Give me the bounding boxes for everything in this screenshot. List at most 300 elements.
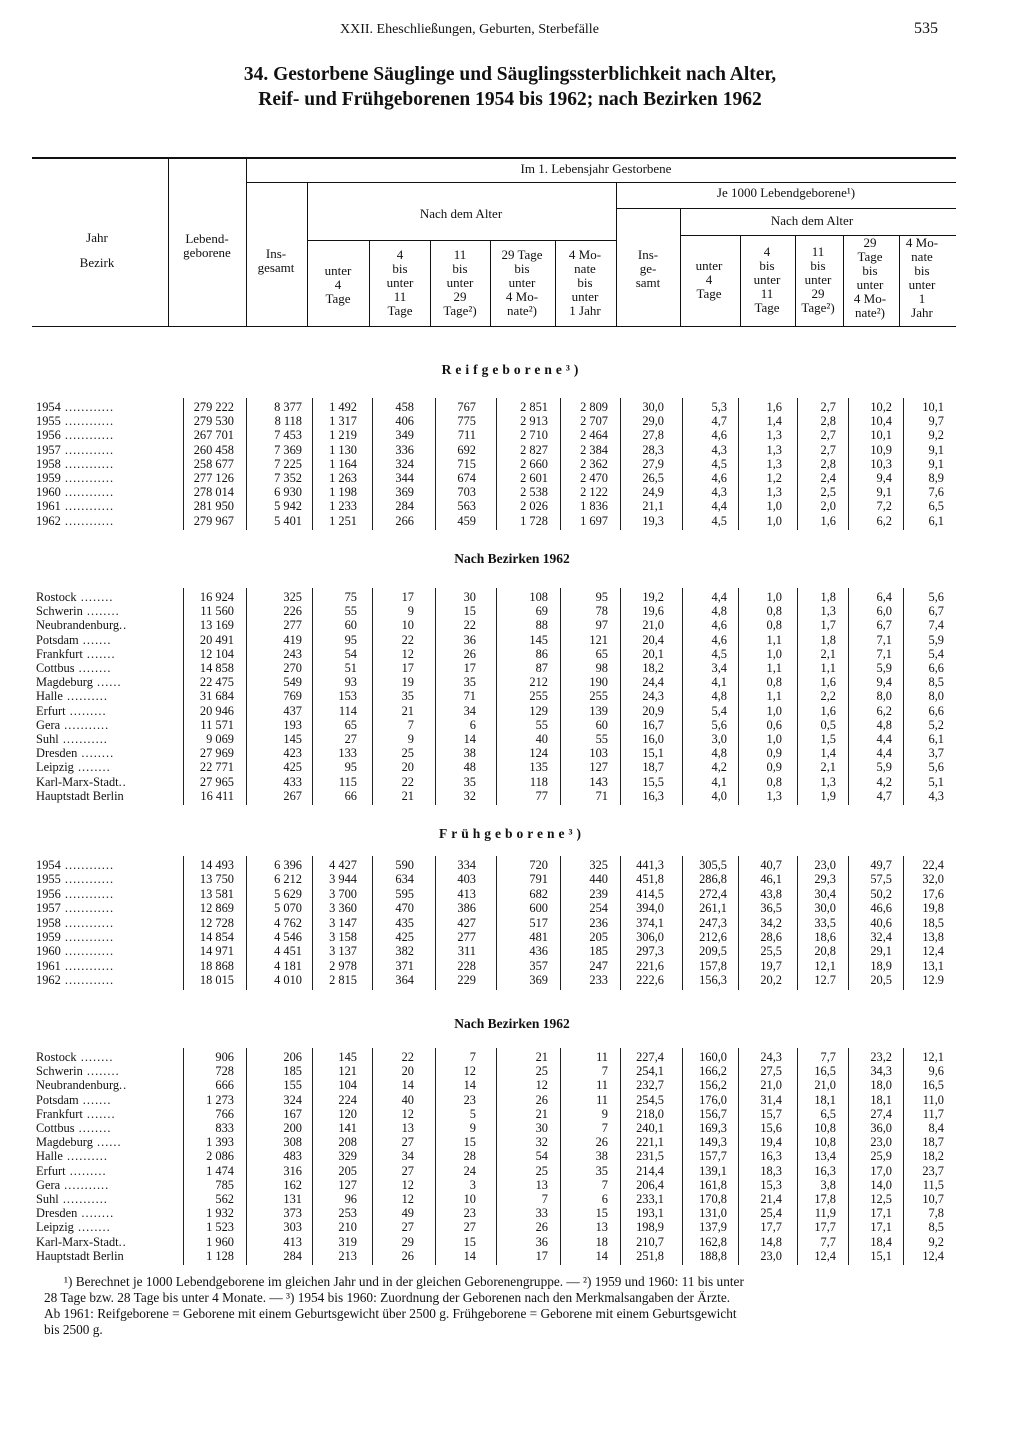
- table-cell: 14,0: [870, 1177, 892, 1192]
- row-label-text: 1959: [36, 930, 61, 944]
- row-label: [36, 973, 114, 987]
- table-cell: 4,0: [711, 788, 727, 803]
- table-cell: 51: [344, 661, 357, 675]
- table-cell: 1,1: [820, 661, 836, 675]
- table-cell: 5,2: [928, 717, 944, 732]
- table-cell: 2,8: [820, 414, 836, 429]
- table-cell: 218,0: [636, 1106, 664, 1121]
- age-column-b-2-label-line: 4: [763, 244, 771, 259]
- table-cell: 55: [344, 604, 357, 619]
- table-cell: 2,8: [820, 456, 836, 471]
- table-cell: 10,1: [870, 428, 892, 443]
- table-cell: 1 251: [329, 513, 357, 528]
- table-cell: 25,4: [760, 1206, 782, 1221]
- table-cell: 19,8: [922, 901, 944, 916]
- table-row: [0, 901, 1024, 915]
- table-row: [0, 872, 1024, 886]
- table-cell: 14 971: [199, 944, 234, 959]
- table-cell: 8,5: [928, 675, 944, 690]
- table-cell: 12,4: [922, 944, 944, 959]
- leader-dots: ........: [74, 1121, 112, 1135]
- row-label: [36, 400, 114, 414]
- table-cell: 247,3: [699, 915, 727, 930]
- table-cell: 1 393: [206, 1135, 234, 1150]
- table-cell: 21,0: [814, 1078, 836, 1093]
- section-title: Nach Bezirken 1962: [454, 551, 570, 566]
- table-cell: 6 212: [274, 872, 302, 887]
- table-cell: 103: [589, 746, 608, 761]
- table-cell: 16,3: [760, 1149, 782, 1164]
- table-cell: 419: [283, 632, 302, 647]
- table-cell: 1,1: [766, 632, 782, 647]
- table-cell: 4,3: [711, 442, 727, 457]
- table-cell: 156,2: [699, 1078, 727, 1093]
- table-cell: 16,3: [642, 788, 664, 803]
- table-cell: 7,4: [928, 618, 944, 633]
- row-label: [36, 1235, 127, 1249]
- table-cell: 7: [469, 1050, 476, 1064]
- row-label-text: 1957: [36, 901, 61, 916]
- table-cell: 1,6: [820, 703, 836, 718]
- leader-dots: ............: [60, 915, 115, 930]
- table-cell: 11,5: [922, 1177, 944, 1192]
- table-cell: 1 198: [329, 485, 357, 500]
- age-column-a-1-label-line: unter: [324, 263, 352, 278]
- header-group-rule: [246, 182, 956, 183]
- age-column-a-5-label-line: nate: [574, 261, 596, 276]
- row-label: [36, 499, 114, 513]
- table-cell: 24,9: [642, 485, 664, 500]
- table-cell: 49,7: [870, 858, 892, 872]
- table-cell: 55: [595, 732, 608, 746]
- table-cell: 233: [589, 973, 608, 988]
- table-cell: 254,1: [636, 1064, 664, 1079]
- table-cell: 267: [283, 788, 302, 803]
- table-cell: 5,6: [928, 760, 944, 775]
- table-row: [0, 604, 1024, 618]
- table-cell: 48: [463, 760, 476, 775]
- table-cell: 20,9: [642, 703, 664, 718]
- table-cell: 27,5: [760, 1064, 782, 1079]
- table-cell: 7: [541, 1192, 548, 1206]
- column-lebendgeborene-label: [169, 232, 245, 260]
- age-column-b-5-label-line: Jahr: [911, 305, 933, 320]
- table-cell: 284: [395, 499, 414, 514]
- row-label-text: 1958: [36, 456, 61, 471]
- table-cell: 1,0: [766, 513, 782, 528]
- table-cell: 22: [401, 1050, 414, 1064]
- table-cell: 10: [401, 618, 414, 633]
- table-cell: 35: [595, 1163, 608, 1178]
- table-cell: 129: [529, 703, 548, 718]
- age-column-b-3-label-line: bis: [810, 258, 826, 273]
- table-cell: 16 924: [199, 590, 234, 604]
- table-cell: 4,2: [711, 760, 727, 775]
- table-cell: 221,6: [636, 958, 664, 973]
- table-cell: 9,1: [876, 485, 892, 500]
- table-cell: 272,4: [699, 886, 727, 901]
- table-cell: 3,8: [820, 1177, 836, 1192]
- table-cell: 9,2: [928, 428, 944, 443]
- leader-dots: ...........: [58, 732, 108, 746]
- header-alter-a-rule: [307, 240, 616, 241]
- leader-dots: ............: [60, 944, 115, 959]
- table-cell: 0,8: [766, 604, 782, 619]
- age-column-b-5-label: [894, 236, 950, 320]
- table-cell: 133: [338, 746, 357, 761]
- age-column-a-1-label-line: Tage: [325, 291, 351, 306]
- table-cell: 26: [463, 646, 476, 661]
- age-column-b-2-label-line: bis: [759, 258, 775, 273]
- table-cell: 9,4: [876, 471, 892, 485]
- table-cell: 227,4: [636, 1050, 664, 1064]
- table-row: [0, 400, 1024, 414]
- row-label: [36, 1121, 111, 1135]
- row-label-text: 1961: [36, 958, 61, 973]
- table-cell: 1,0: [766, 499, 782, 514]
- table-cell: 2 710: [520, 428, 548, 443]
- table-cell: 3 147: [329, 915, 357, 930]
- table-cell: 185: [283, 1064, 302, 1079]
- table-cell: 19: [401, 675, 414, 690]
- table-cell: 9 069: [206, 732, 234, 746]
- table-cell: 23,7: [922, 1163, 944, 1178]
- table-cell: 95: [344, 632, 357, 647]
- header-bottom-rule: [32, 326, 956, 327]
- table-cell: 634: [395, 872, 414, 887]
- section-title: Reifgeborene³): [441, 362, 583, 377]
- table-cell: 139,1: [699, 1163, 727, 1178]
- table-cell: 25: [535, 1064, 548, 1079]
- table-cell: 12: [401, 1177, 414, 1192]
- table-cell: 145: [529, 632, 548, 647]
- table-cell: 18,2: [922, 1149, 944, 1164]
- insgesamt-b-label-line: ge-: [639, 261, 657, 276]
- leader-dots: ............: [60, 858, 115, 872]
- age-column-a-4-label-line: nate²): [507, 303, 537, 318]
- table-cell: 12 104: [199, 646, 234, 661]
- footnote-line: 28 Tage bzw. 28 Tage bis unter 4 Monate. — ³) 1954 bis 1960: Zuordnung der Geborenen nach den Merkmalsangaben der Ärzte.: [44, 1290, 731, 1305]
- table-cell: 5,4: [928, 646, 944, 661]
- row-label-text: 1954: [36, 858, 61, 872]
- table-cell: 12,4: [922, 1248, 944, 1263]
- table-cell: 1,4: [820, 746, 836, 761]
- group-je1000-label: [686, 186, 886, 200]
- row-label: [36, 959, 114, 973]
- table-cell: 2,7: [820, 442, 836, 457]
- table-cell: 21: [401, 788, 414, 803]
- table-cell: 4,7: [711, 414, 727, 429]
- table-cell: 14: [595, 1248, 608, 1263]
- table-cell: 28,6: [760, 930, 782, 944]
- table-cell: 791: [529, 872, 548, 887]
- row-label-text: Hauptstadt Berlin: [36, 1248, 124, 1263]
- row-label: [36, 887, 114, 901]
- table-cell: 3,0: [711, 732, 727, 746]
- table-cell: 212: [529, 675, 548, 690]
- age-column-b-3-label-line: unter: [804, 272, 832, 287]
- table-cell: 3 137: [329, 944, 357, 959]
- table-cell: 1,3: [766, 428, 782, 443]
- row-label: [36, 428, 114, 442]
- table-cell: 66: [344, 788, 357, 803]
- table-cell: 32,0: [922, 872, 944, 887]
- table-cell: 95: [595, 590, 608, 604]
- table-cell: 2 809: [580, 400, 608, 414]
- table-cell: 2 660: [520, 456, 548, 471]
- table-cell: 31 684: [199, 689, 234, 704]
- table-cell: 549: [283, 675, 302, 690]
- table-cell: 15: [595, 1206, 608, 1221]
- row-label-text: Suhl: [36, 732, 59, 746]
- table-cell: 21: [535, 1050, 548, 1064]
- age-column-b-5-label-line: unter: [908, 277, 936, 292]
- table-cell: 229: [457, 973, 476, 988]
- table-cell: 77: [535, 788, 548, 803]
- table-cell: 715: [457, 456, 476, 471]
- table-cell: 12: [463, 1064, 476, 1079]
- table-cell: 18,1: [814, 1092, 836, 1107]
- row-label-text: Cottbus: [36, 661, 75, 675]
- table-cell: 1,3: [766, 442, 782, 457]
- nach-alter-a-label: [391, 207, 531, 221]
- row-label: [36, 775, 127, 789]
- table-cell: 10,8: [814, 1135, 836, 1150]
- table-cell: 10,9: [870, 442, 892, 457]
- table-cell: 17: [401, 590, 414, 604]
- table-cell: 35: [463, 675, 476, 690]
- table-cell: 118: [529, 774, 548, 789]
- table-cell: 4 546: [274, 930, 302, 944]
- table-cell: 437: [283, 703, 302, 718]
- table-cell: 23,2: [870, 1050, 892, 1064]
- table-title: [130, 62, 890, 112]
- row-label: [36, 901, 114, 915]
- table-row: [0, 457, 1024, 471]
- table-cell: 205: [338, 1163, 357, 1178]
- table-cell: 4,8: [711, 746, 727, 761]
- table-cell: 4,6: [711, 428, 727, 443]
- table-cell: 9: [469, 1121, 476, 1135]
- table-cell: 46,1: [760, 872, 782, 887]
- age-column-a-2-label-line: 11: [393, 289, 407, 304]
- table-cell: 14: [463, 1248, 476, 1263]
- table-cell: 21,0: [642, 618, 664, 633]
- table-cell: 87: [535, 661, 548, 675]
- table-cell: 18,9: [870, 958, 892, 973]
- table-cell: 286,8: [699, 872, 727, 887]
- table-cell: 1,3: [766, 456, 782, 471]
- table-cell: 4,3: [711, 485, 727, 500]
- table-cell: 233,1: [636, 1192, 664, 1206]
- row-label: [36, 675, 122, 689]
- table-cell: 13: [401, 1121, 414, 1135]
- table-cell: 595: [395, 886, 414, 901]
- leader-dots: ............: [60, 456, 115, 471]
- leader-dots: ........: [73, 1220, 111, 1235]
- leader-dots: ............: [60, 958, 115, 973]
- table-cell: 27: [401, 1163, 414, 1178]
- age-column-a-2-label-line: unter: [386, 275, 414, 290]
- table-cell: 206,4: [636, 1177, 664, 1192]
- table-cell: 30,0: [642, 400, 664, 414]
- table-cell: 441,3: [636, 858, 664, 872]
- table-cell: 5 401: [274, 513, 302, 528]
- table-cell: 31,4: [760, 1092, 782, 1107]
- row-label: [36, 1149, 108, 1163]
- table-cell: 221,1: [636, 1135, 664, 1150]
- table-cell: 161,8: [699, 1177, 727, 1192]
- table-cell: 198,9: [636, 1220, 664, 1235]
- table-cell: 34: [463, 703, 476, 718]
- table-row: [0, 916, 1024, 930]
- table-cell: 29,3: [814, 872, 836, 887]
- table-cell: 0,5: [820, 717, 836, 732]
- table-cell: 1,0: [766, 646, 782, 661]
- insgesamt-b-label-line: samt: [635, 275, 661, 290]
- row-label: [36, 930, 114, 944]
- header-top-rule: [32, 157, 956, 159]
- table-cell: 21,1: [642, 499, 664, 514]
- table-cell: 13,1: [922, 958, 944, 973]
- table-cell: 2 362: [580, 456, 608, 471]
- table-cell: 38: [595, 1149, 608, 1164]
- table-cell: 7: [601, 1121, 608, 1135]
- table-cell: 14 493: [199, 858, 234, 872]
- table-cell: 458: [395, 400, 414, 414]
- table-cell: 14: [463, 732, 476, 746]
- table-cell: 2,5: [820, 485, 836, 500]
- table-cell: 40,7: [760, 858, 782, 872]
- table-cell: 12,1: [814, 958, 836, 973]
- row-label: [36, 1064, 120, 1078]
- table-cell: 11: [596, 1050, 608, 1064]
- row-label: [36, 1135, 122, 1149]
- table-cell: 308: [283, 1135, 302, 1150]
- table-cell: 766: [215, 1106, 234, 1121]
- group-gestorbene-label-line: Im 1. Lebensjahr Gestorbene: [520, 161, 672, 176]
- table-cell: 27,8: [642, 428, 664, 443]
- age-column-a-5-label-line: unter: [571, 289, 599, 304]
- table-cell: 16,5: [814, 1064, 836, 1079]
- row-label-text: Cottbus: [36, 1121, 75, 1135]
- table-row: [0, 1178, 1024, 1192]
- table-cell: 71: [595, 788, 608, 803]
- table-cell: 3 158: [329, 930, 357, 944]
- table-cell: 1,3: [766, 485, 782, 500]
- table-cell: 10: [463, 1192, 476, 1206]
- table-cell: 240,1: [636, 1121, 664, 1135]
- table-cell: 18,7: [642, 760, 664, 775]
- table-cell: 0,8: [766, 618, 782, 633]
- table-cell: 261,1: [699, 901, 727, 916]
- row-label-text: 1955: [36, 414, 61, 429]
- table-cell: 253: [338, 1206, 357, 1221]
- row-label-text: 1955: [36, 872, 61, 887]
- table-cell: 13 581: [199, 886, 234, 901]
- table-cell: 334: [457, 858, 476, 872]
- row-label-text: 1956: [36, 428, 61, 443]
- age-column-b-2-label-line: 11: [760, 286, 774, 301]
- row-label: [36, 732, 108, 746]
- table-cell: 1 697: [580, 513, 608, 528]
- table-cell: 27 965: [199, 774, 234, 789]
- table-cell: 23: [463, 1206, 476, 1221]
- table-cell: 22: [401, 632, 414, 647]
- table-cell: 2 601: [520, 471, 548, 485]
- table-cell: 279 222: [193, 400, 234, 414]
- row-label-text: Halle: [36, 689, 63, 704]
- leader-dots: .......: [82, 1106, 116, 1121]
- table-cell: 4,4: [711, 499, 727, 514]
- table-cell: 34: [401, 1149, 414, 1164]
- table-cell: 4,5: [711, 513, 727, 528]
- row-label-text: Schwerin: [36, 1064, 83, 1079]
- age-column-a-3-label-line: Tage²): [443, 303, 477, 318]
- table-cell: 0,6: [766, 717, 782, 732]
- table-cell: 30: [535, 1121, 548, 1135]
- table-cell: 3 944: [329, 872, 357, 887]
- table-cell: 20,1: [642, 646, 664, 661]
- table-cell: 18,2: [642, 661, 664, 675]
- table-cell: 228: [457, 958, 476, 973]
- leader-dots: .......: [82, 646, 116, 661]
- age-column-a-3-label-line: bis: [452, 261, 468, 276]
- table-cell: 266: [395, 513, 414, 528]
- table-cell: 10,1: [922, 400, 944, 414]
- table-cell: 115: [338, 774, 357, 789]
- table-cell: 18 015: [199, 973, 234, 988]
- table-cell: 1,3: [766, 788, 782, 803]
- table-row: [0, 760, 1024, 774]
- age-column-a-4-label-line: bis: [514, 261, 530, 276]
- table-cell: 50,2: [870, 886, 892, 901]
- table-cell: 12,5: [870, 1192, 892, 1206]
- row-label-text: Neubrandenburg: [36, 618, 120, 633]
- table-cell: 24,3: [760, 1050, 782, 1064]
- insgesamt-a-label-line: gesamt: [257, 260, 295, 275]
- table-cell: 185: [589, 944, 608, 959]
- table-cell: 9,1: [928, 442, 944, 457]
- row-label: [36, 485, 114, 499]
- age-column-a-4-label-line: 29 Tage: [501, 247, 543, 262]
- table-row: [0, 959, 1024, 973]
- table-cell: 278 014: [193, 485, 234, 500]
- table-cell: 5 070: [274, 901, 302, 916]
- table-cell: 1,9: [820, 788, 836, 803]
- header-column-rule: [616, 182, 617, 326]
- age-column-b-1-label-line: unter: [695, 258, 723, 273]
- row-label: [36, 590, 114, 604]
- table-cell: 13,8: [922, 930, 944, 944]
- table-cell: 2,1: [820, 760, 836, 775]
- table-cell: 24,3: [642, 689, 664, 704]
- table-cell: 4,6: [711, 471, 727, 485]
- table-cell: 139: [589, 703, 608, 718]
- table-cell: 8,9: [928, 471, 944, 485]
- table-cell: 11: [596, 1078, 608, 1093]
- insgesamt-b-label: [618, 248, 678, 290]
- leader-dots: ........: [82, 1064, 120, 1079]
- age-column-a-3-label: [430, 248, 490, 318]
- table-cell: 239: [589, 886, 608, 901]
- age-column-b-4-label-line: Tage: [857, 249, 883, 264]
- row-label: [36, 916, 114, 930]
- table-cell: 6,2: [876, 703, 892, 718]
- row-label: [36, 661, 111, 675]
- table-cell: 9,7: [928, 414, 944, 429]
- table-cell: 284: [283, 1248, 302, 1263]
